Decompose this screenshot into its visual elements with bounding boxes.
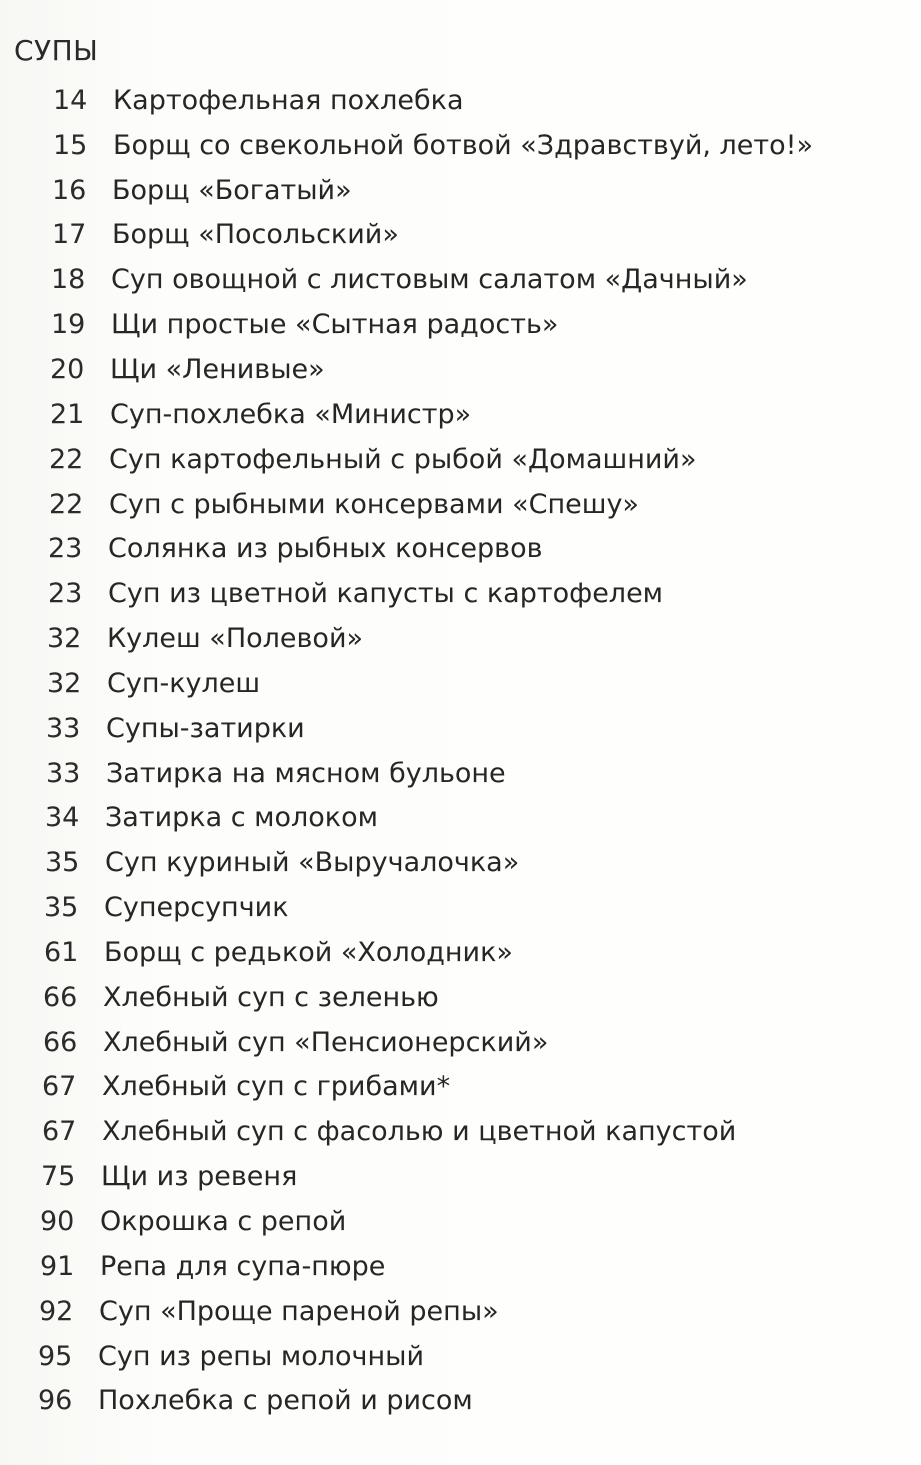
toc-page-number: 35 [45,847,80,879]
toc-entry [0,526,900,571]
toc-page-number: 34 [45,802,80,834]
toc-page-number: 35 [44,892,79,924]
toc-entry [0,1020,900,1065]
toc-recipe-title: Хлебный суп с фасолью и цветной капустой [102,1116,737,1148]
toc-page-number: 21 [50,398,85,430]
toc-entry [0,1199,900,1244]
toc-entry [0,796,900,841]
toc-entry [0,1065,900,1110]
toc-entry [0,392,900,437]
toc-recipe-title: Борщ «Посольский» [112,219,399,251]
toc-entry [0,1109,900,1154]
toc-page-number: 23 [48,578,83,610]
toc-recipe-title: Кулеш «Полевой» [107,623,364,655]
toc-entry [0,1289,900,1334]
toc-entry [0,213,900,258]
toc-entry [0,437,900,482]
toc-entry [0,78,900,123]
toc-entry [0,123,900,168]
toc-entry [0,347,900,392]
toc-recipe-title: Окрошка с репой [100,1206,347,1238]
toc-recipe-title: Суп с рыбными консервами «Спешу» [109,488,639,520]
toc-entry [0,1334,900,1379]
toc-recipe-title: Солянка из рыбных консервов [108,533,543,565]
toc-page-number: 67 [42,1071,77,1103]
toc-recipe-title: Картофельная похлебка [113,84,464,116]
toc-page-number: 90 [40,1206,75,1238]
toc-recipe-title: Щи «Ленивые» [110,353,325,385]
toc-recipe-title: Хлебный суп «Пенсионерский» [103,1026,549,1058]
toc-recipe-title: Щи простые «Сытная радость» [111,309,559,341]
toc-page-number: 67 [42,1116,77,1148]
toc-entry [0,257,900,302]
toc-recipe-title: Хлебный суп с зеленью [103,981,439,1013]
toc-entry [0,571,900,616]
toc-entry [0,751,900,796]
toc-page-number: 15 [53,129,88,161]
toc-page-number: 92 [39,1295,74,1327]
toc-entry [0,706,900,751]
toc-page-number: 32 [47,667,82,699]
toc-recipe-title: Суп «Проще пареной репы» [99,1295,499,1327]
toc-entry [0,840,900,885]
toc-page-number: 22 [49,443,84,475]
toc-page-number: 14 [53,84,88,116]
toc-page-number: 91 [40,1250,75,1282]
toc-recipe-title: Похлебка с репой и рисом [98,1385,473,1417]
toc-page-number: 22 [49,488,84,520]
toc-page-number: 66 [43,981,78,1013]
toc-page-number: 66 [43,1026,78,1058]
toc-page-number: 20 [50,353,85,385]
toc-entry [0,482,900,527]
toc-entry [0,1378,900,1423]
toc-page-number: 18 [51,264,86,296]
toc-entry [0,975,900,1020]
toc-page-number: 23 [48,533,83,565]
toc-recipe-title: Щи из ревеня [101,1161,298,1193]
toc-recipe-title: Борщ с редькой «Холодник» [104,936,513,968]
toc-entry [0,661,900,706]
toc-entry [0,616,900,661]
toc-entry [0,168,900,213]
toc-page-number: 16 [52,174,87,206]
toc-recipe-title: Борщ «Богатый» [112,174,352,206]
toc-entry [0,885,900,930]
toc-page-number: 95 [38,1340,73,1372]
toc-recipe-title: Суперсупчик [104,892,289,924]
toc-entry [0,1154,900,1199]
toc-recipe-title: Затирка с молоком [105,802,378,834]
toc-page-number: 33 [46,712,81,744]
toc-recipe-title: Суп картофельный с рыбой «Домашний» [109,443,697,475]
toc-recipe-title: Суп из цветной капусты с картофелем [108,578,664,610]
toc-recipe-title: Репа для супа-пюре [100,1250,386,1282]
toc-recipe-title: Супы-затирки [106,712,305,744]
toc-recipe-title: Затирка на мясном бульоне [106,757,506,789]
toc-page-number: 96 [38,1385,73,1417]
toc-recipe-title: Борщ со свекольной ботвой «Здравствуй, лето!» [113,129,813,161]
toc-recipe-title: Хлебный суп с грибами* [102,1071,451,1103]
toc-page-number: 32 [47,623,82,655]
toc-recipe-title: Суп-кулеш [107,667,261,699]
toc-entry [0,1244,900,1289]
toc-entry [0,930,900,975]
toc-recipe-title: Суп-похлебка «Министр» [110,398,472,430]
toc-page-number: 33 [46,757,81,789]
toc-recipe-title: Суп овощной с листовым салатом «Дачный» [111,264,748,296]
toc-entry [0,302,900,347]
table-of-contents [0,78,900,1423]
toc-recipe-title: Суп из репы молочный [98,1340,424,1372]
toc-page-number: 17 [52,219,87,251]
section-title: СУПЫ [14,34,99,67]
toc-page-number: 61 [44,936,79,968]
toc-page-number: 75 [41,1161,76,1193]
toc-recipe-title: Суп куриный «Выручалочка» [105,847,520,879]
toc-page-number: 19 [51,309,86,341]
